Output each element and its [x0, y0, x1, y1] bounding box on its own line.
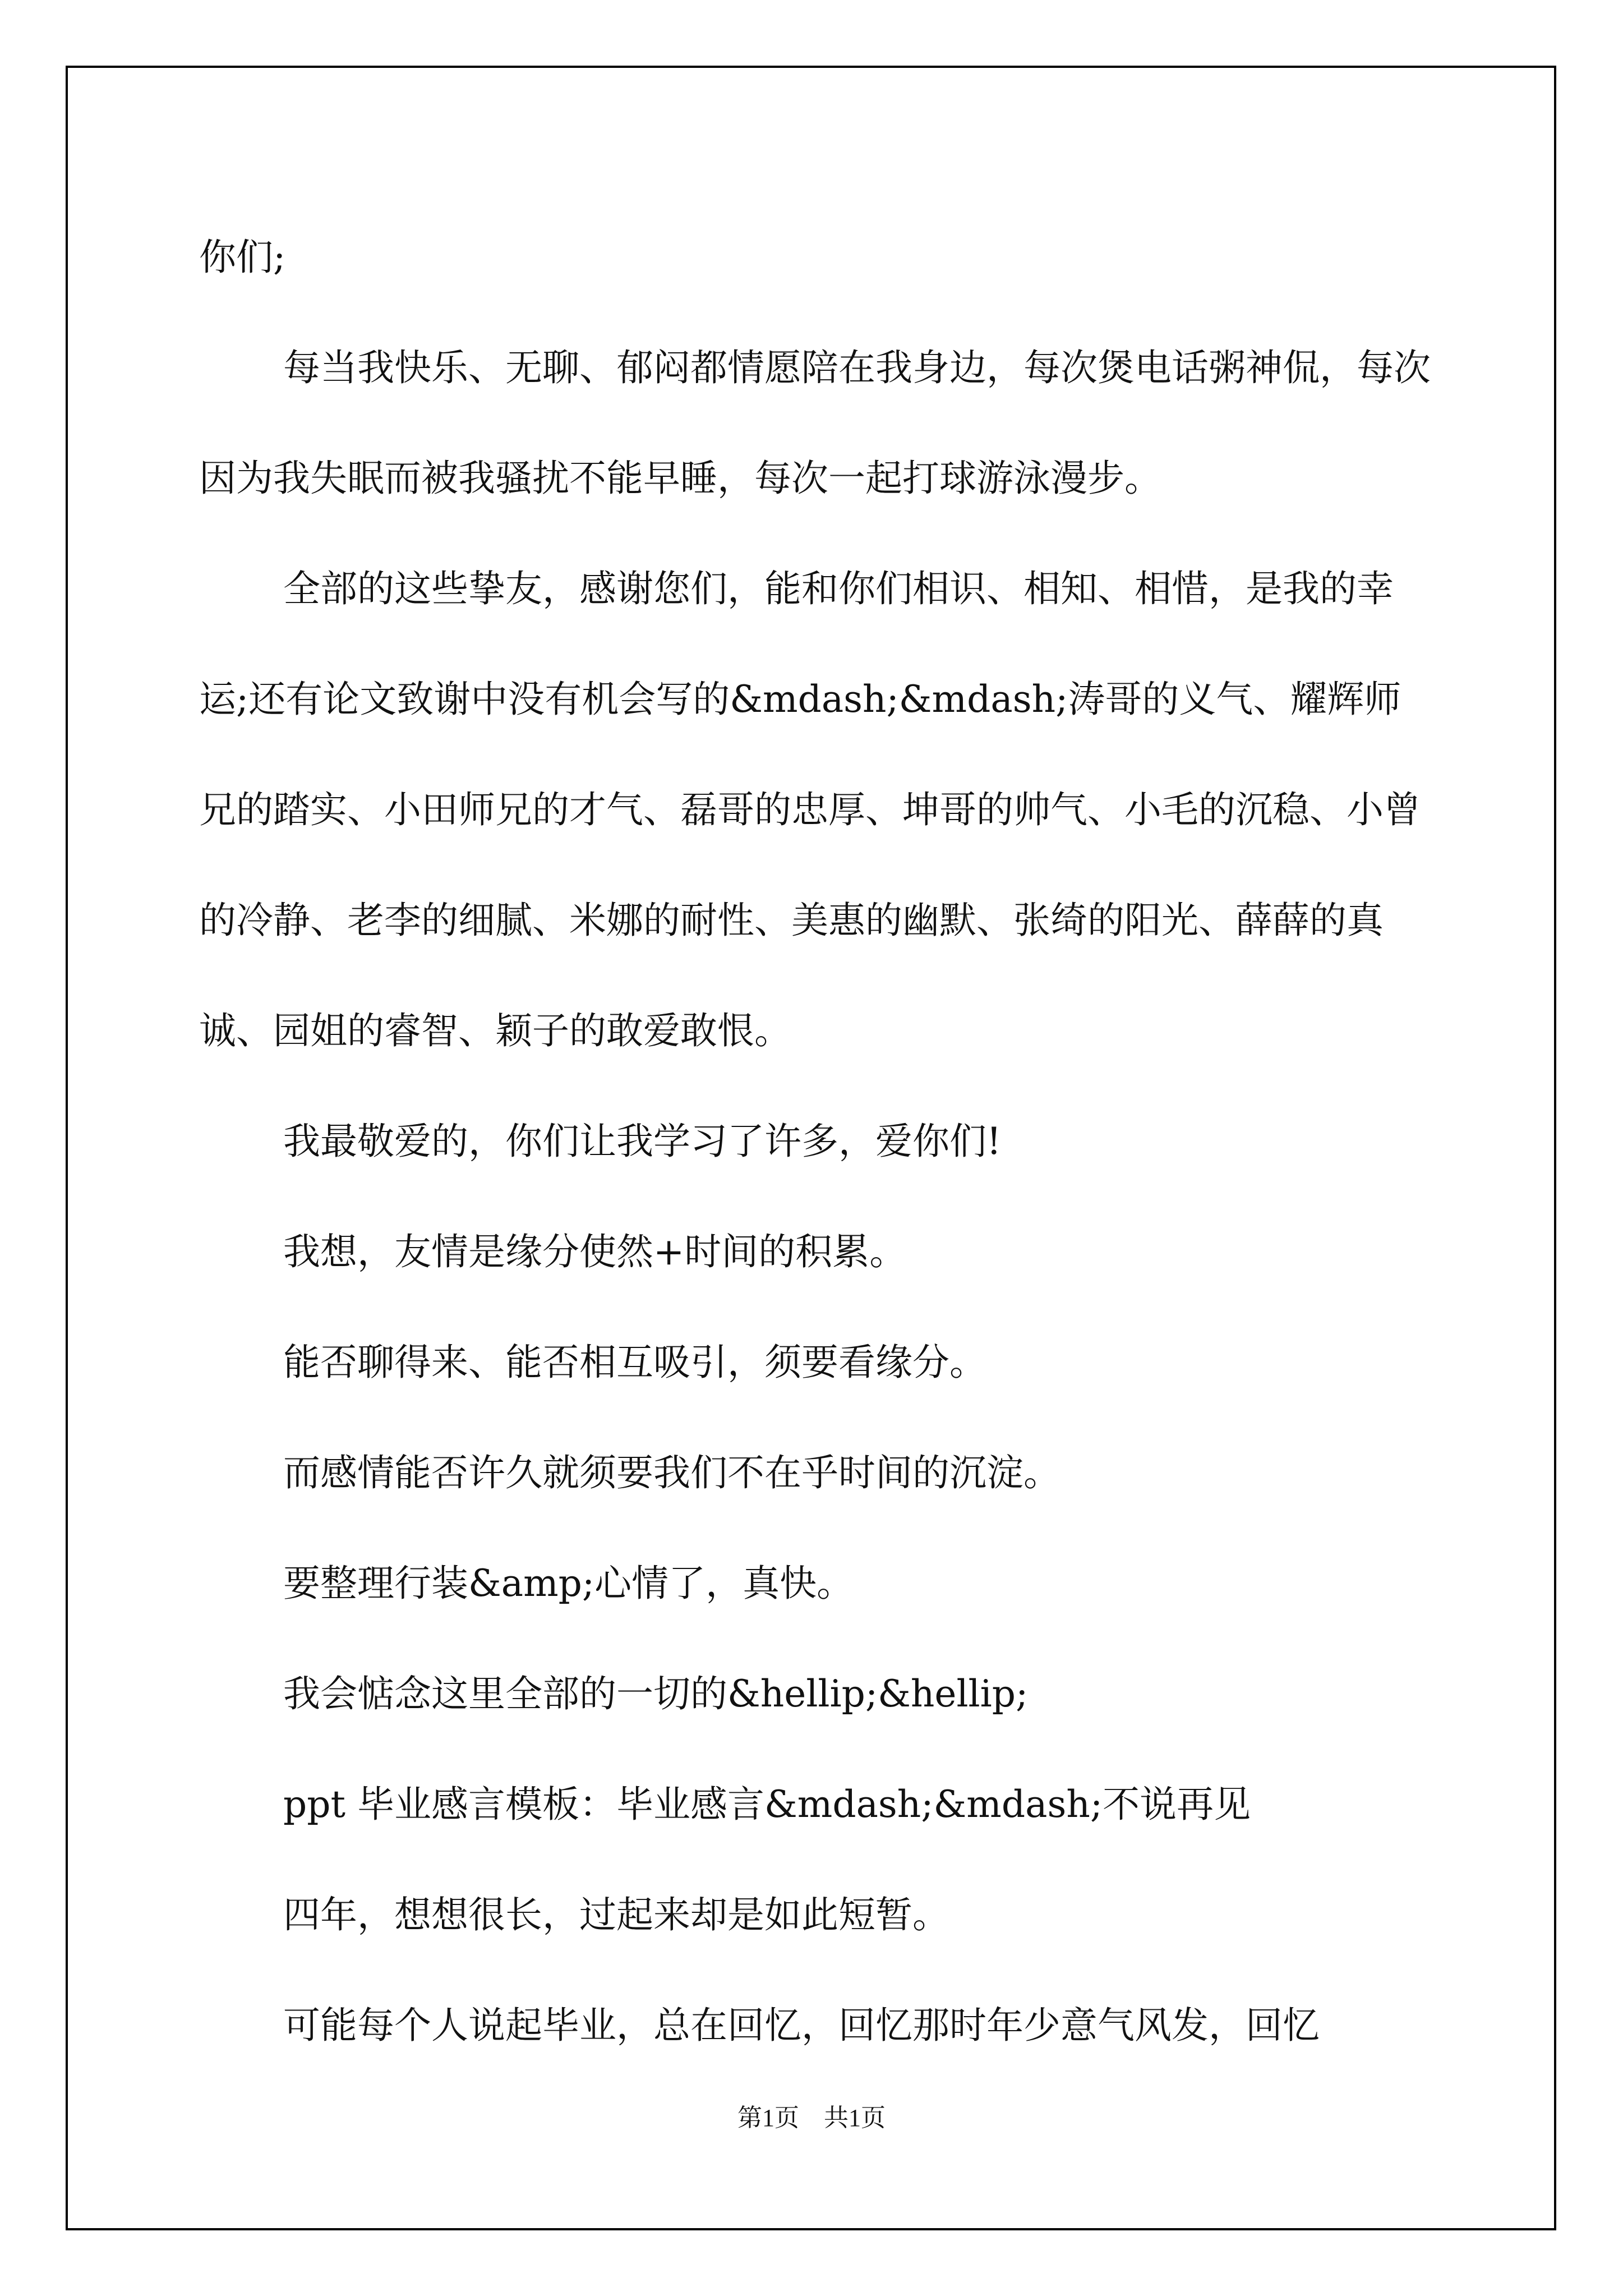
document-body — [199, 202, 1433, 2081]
paragraph: 每当我快乐、无聊、郁闷都情愿陪在我身边，每次煲电话粥神侃，每次因为我失眠而被我骚扰不能早睡，每次一起打球游泳漫步。 — [199, 346, 1431, 500]
page-footer: 第1页 共1页 — [737, 2104, 886, 2132]
paragraph: 全部的这些挚友，感谢您们，能和你们相识、相知、相惜，是我的幸运;还有论文致谢中没有机会写的&mdash;&mdash;涛哥的义气、耀辉师兄的踏实、小田师兄的才气、磊哥的忠厚、坤哥的帅气、小毛的沉稳、小曾的冷静、老李的细腻、米娜的耐性、美惠的幽默、张绮的阳光、薛薛的真诚、园姐的睿智、颖子的敢爱敢恨。 — [199, 567, 1421, 1052]
paragraph: 你们; — [199, 236, 286, 279]
paragraph: 而感情能否许久就须要我们不在乎时间的沉淀。 — [283, 1451, 1061, 1494]
paragraph: 能否聊得来、能否相互吸引，须要看缘分。 — [283, 1341, 986, 1384]
paragraph: 我会惦念这里全部的一切的&hellip;&hellip; — [283, 1672, 1029, 1715]
paragraph: 我最敬爱的，你们让我学习了许多，爱你们! — [283, 1120, 1002, 1163]
paragraph: 可能每个人说起毕业，总在回忆，回忆那时年少意气风发，回忆 — [283, 2004, 1320, 2047]
paragraph: ppt 毕业感言模板：毕业感言&mdash;&mdash;不说再见 — [283, 1783, 1251, 1826]
paragraph: 要整理行装&amp;心情了，真快。 — [283, 1562, 854, 1605]
paragraph: 四年，想想很长，过起来却是如此短暂。 — [283, 1893, 949, 1936]
paragraph: 我想，友情是缘分使然+时间的积累。 — [283, 1230, 907, 1273]
